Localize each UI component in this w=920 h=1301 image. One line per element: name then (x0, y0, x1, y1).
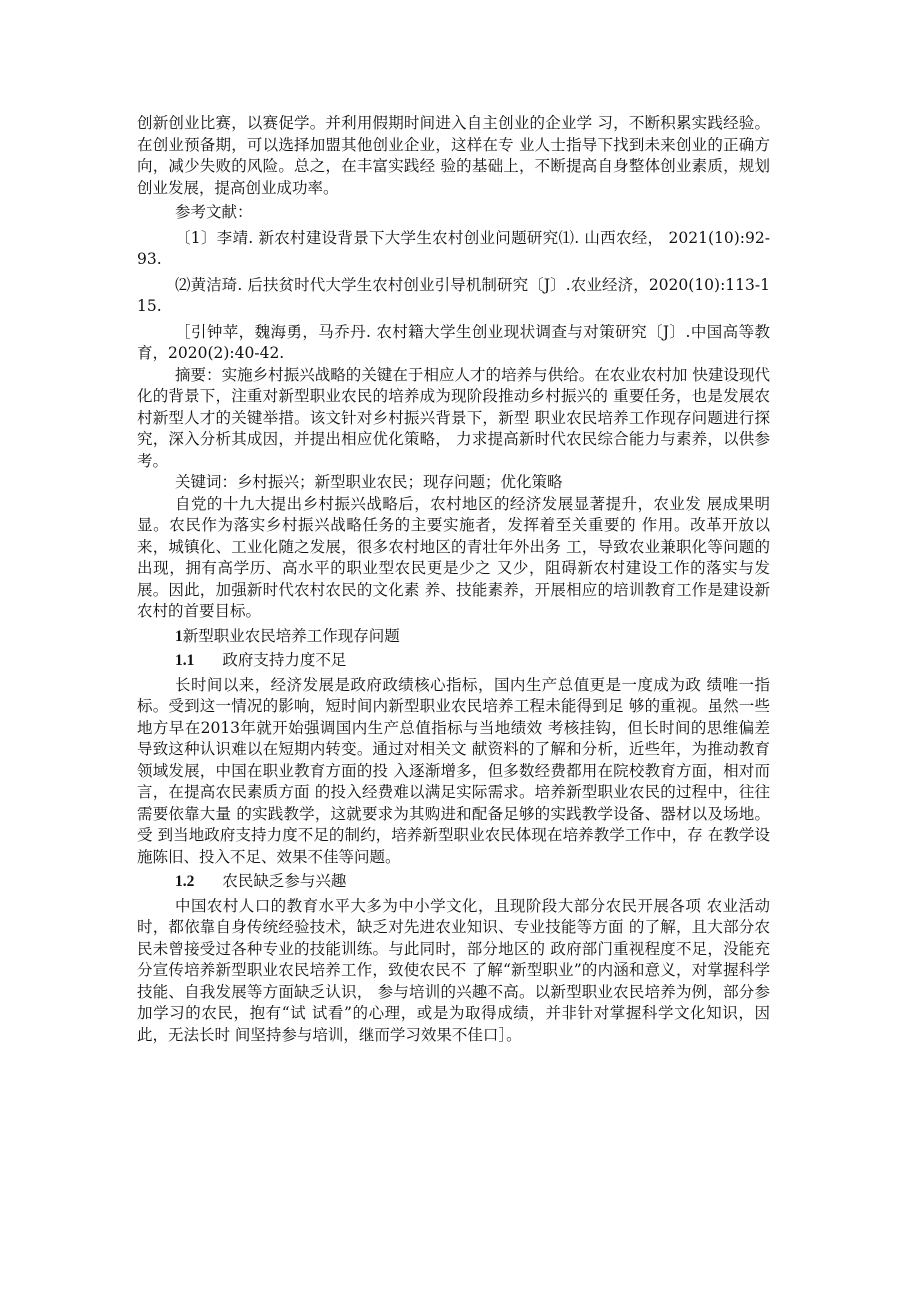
section-body-1-2: 中国农村人口的教育水平大多为中小学文化，且现阶段大部分农民开展各项 农业活动时，都依靠自身传统经验技术，缺乏对先进农业知识、专业技能等方面 的了解，且大部分农民未曾接受过各种专业的技能训练。与此同时，部分地区的 政府部门重视程度不足，没能充分宣传培养新型职业农民培养工作，致使农民不 了解“新型职业”的内涵和意义，对掌握科学技能、自我发展等方面缺乏认识， 参与培训的兴趣不高。以新型职业农民培养为例，部分参加学习的农民，抱有“试 试看”的心理，或是为取得成绩，并非针对掌握科学文化知识，因此，无法长时 间坚持参与培训，继而学习效果不佳口］。 (137, 896, 770, 1044)
section-heading-1-1 (137, 650, 770, 672)
section-number: 1 (175, 627, 183, 645)
keywords: 关键词：乡村振兴；新型职业农民；现存问题；优化策略 (175, 473, 563, 491)
reference-item: 〔1〕李靖. 新农村建设背景下大学生农村创业问题研究⑴. 山西农经， 2021(10):92-93. (137, 228, 770, 268)
section-title: 农民缺乏参与兴趣 (222, 872, 347, 890)
section-title: 新型职业农民培养工作现存问题 (182, 626, 400, 645)
section-heading-1 (137, 626, 770, 648)
section-number: 1.2 (175, 873, 195, 890)
section-title: 政府支持力度不足 (222, 651, 347, 669)
intro-paragraph: 创新创业比赛，以赛促学。并利用假期时间进入自主创业的企业学 习，不断积累实践经验。在创业预备期，可以选择加盟其他创业企业，这样在专 业人士指导下找到未来创业的正确方向，减少失败的风险。总之，在丰富实践经 验的基础上，不断提高自身整体创业素质，规划创业发展，提高创业成功率。 (137, 114, 770, 197)
intro-body: 自党的十九大提出乡村振兴战略后，农村地区的经济发展显著提升，农业发 展成果明显。农民作为落实乡村振兴战略任务的主要实施者，发挥着至关重要的 作用。改革开放以来，城镇化、工业化随之发展，很多农村地区的青壮年外出务 工，导致农业兼职化等问题的出现，拥有高学历、高水平的职业型农民更是少之 又少，阻碍新农村建设工作的落实与发展。因此，加强新时代农村农民的文化素 养、技能素养，开展相应的培训教育工作是建设新农村的首要目标。 (137, 494, 770, 620)
section-number: 1.1 (175, 652, 195, 669)
section-heading-1-2 (137, 871, 770, 893)
references-title: 参考文献： (175, 203, 253, 221)
abstract: 摘要：实施乡村振兴战略的关键在于相应人才的培养与供给。在农业农村加 快建设现代化的背景下，注重对新型职业农民的培养成为现阶段推动乡村振兴的 重要任务，也是发展农村新型人才的关键举措。该文针对乡村振兴背景下，新型 职业农民培养工作现存问题进行探究，深入分析其成因，并提出相应优化策略， 力求提高新时代农民综合能力与素养，以供参考。 (137, 365, 770, 470)
reference-item: ［引钟苹，魏海勇，马乔丹. 农村籍大学生创业现状调查与对策研究〔J〕.中国高等教育，2020(2):40-42. (137, 322, 770, 362)
section-body-1-1: 长时间以来，经济发展是政府政绩核心指标，国内生产总值更是一度成为政 绩唯一指标。受到这一情况的影响，短时间内新型职业农民培养工程未能得到足 够的重视。虽然一些地方早在2013年就开始强调国内生产总值指标与当地绩效 考核挂钩，但长时间的思维偏差导致这种认识难以在短期内转变。通过对相关文 献资料的了解和分析，近些年，为推动教育领域发展，中国在职业教育方面的投 入逐渐增多，但多数经费都用在院校教育方面，相对而言，在提高农民素质方面 的投入经费难以满足实际需求。培养新型职业农民的过程中，往往需要依靠大量 的实践教学，这就要求为其购进和配备足够的实践教学设备、器材以及场地。受 到当地政府支持力度不足的制约，培养新型职业农民体现在培养教学工作中，存 在教学设施陈旧、投入不足、效果不佳等问题。 (137, 675, 770, 866)
reference-item: ⑵黄洁琦. 后扶贫时代大学生农村创业引导机制研究〔J〕.农业经济，2020(10):113-115. (137, 275, 770, 315)
